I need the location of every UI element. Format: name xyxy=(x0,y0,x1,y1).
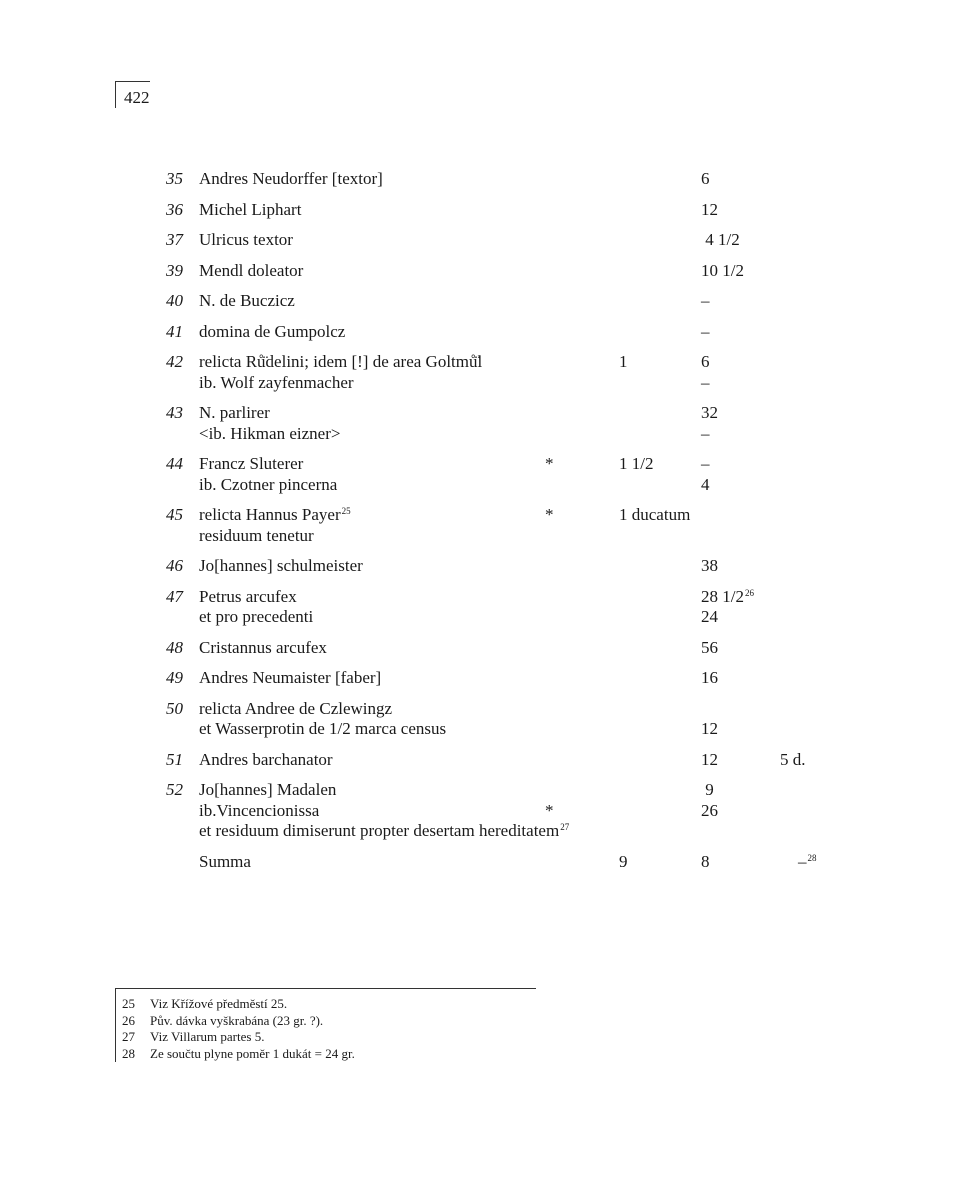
entries-table xyxy=(0,169,960,872)
footnotes xyxy=(115,988,536,1062)
entry-text xyxy=(199,505,351,526)
entry-text-value: N. de Buczicz xyxy=(199,291,295,310)
entry-text xyxy=(199,454,303,475)
table-row xyxy=(0,587,960,628)
entry-text xyxy=(199,556,363,577)
amount-col-2 xyxy=(701,373,710,394)
entry-line xyxy=(0,169,960,190)
amount-col-1: 1 ducatum xyxy=(619,505,691,524)
entry-number: 39 xyxy=(166,260,183,280)
amount-col-2 xyxy=(701,424,710,445)
table-row xyxy=(0,169,960,190)
amount-col-2-value: 32 xyxy=(701,403,718,422)
entry-text-value: relicta Andree de Czlewingz xyxy=(199,698,393,718)
entry-line xyxy=(0,505,960,526)
entry-text-value: et residuum dimiserunt propter desertam hereditatem xyxy=(199,821,560,840)
entry-text-value: Francz Sluterer xyxy=(199,454,304,473)
footnote xyxy=(116,1046,536,1063)
footnote-text: Viz Křížové předměstí 25. xyxy=(150,996,288,1011)
table-row xyxy=(0,322,960,343)
table-row xyxy=(0,200,960,221)
entry-text xyxy=(199,230,293,251)
entry-line xyxy=(0,556,960,577)
entry-text xyxy=(199,699,392,720)
entry-text-value: Michel Liphart xyxy=(199,199,302,219)
footnote xyxy=(116,1013,536,1030)
entry-text xyxy=(199,200,301,221)
entry-text xyxy=(199,750,333,771)
entry-line xyxy=(0,352,960,373)
amount-col-2 xyxy=(701,322,710,343)
entry-number: 37 xyxy=(166,230,183,249)
amount-col-2 xyxy=(701,403,718,424)
entry-line xyxy=(0,261,960,282)
page-number: 422 xyxy=(115,81,150,108)
entry-line xyxy=(0,322,960,343)
footnote-ref: 28 xyxy=(807,852,817,863)
amount-col-2 xyxy=(701,607,718,628)
asterisk-mark: * xyxy=(545,800,554,820)
entry-text xyxy=(199,261,303,282)
table-row xyxy=(0,352,960,393)
entry-text xyxy=(199,526,314,547)
entry-line xyxy=(0,699,960,720)
summa-col-2: 8 xyxy=(701,851,710,871)
footnote-ref: 27 xyxy=(560,822,570,832)
entry-number: 52 xyxy=(166,780,183,799)
entry-number: 51 xyxy=(166,749,183,769)
table-row xyxy=(0,403,960,444)
entry-number: 42 xyxy=(166,352,183,371)
table-row xyxy=(0,750,960,771)
table-row xyxy=(0,780,960,842)
footnote-number: 26 xyxy=(122,1012,135,1028)
entry-number: 47 xyxy=(166,586,183,606)
entry-text-value: relicta Rů̈delini; idem [!] de area Goltmů̈l xyxy=(199,352,483,371)
entry-text-value: Andres Neumaister [faber] xyxy=(199,668,382,687)
entry-text xyxy=(199,403,270,424)
amount-col-2 xyxy=(701,780,714,801)
entry-line xyxy=(0,526,960,547)
entry-text-value: domina de Gumpolcz xyxy=(199,321,346,341)
amount-col-2 xyxy=(701,719,718,740)
entry-text-value: Jo[hannes] Madalen xyxy=(199,780,337,799)
amount-col-2-value: 4 1/2 xyxy=(701,230,740,249)
table-row xyxy=(0,668,960,689)
entry-line xyxy=(0,750,960,771)
amount-col-3: 5 d. xyxy=(780,749,806,769)
asterisk-mark: * xyxy=(545,505,554,524)
entry-line xyxy=(0,291,960,312)
amount-col-2-value: 56 xyxy=(701,637,718,657)
table-row xyxy=(0,230,960,251)
amount-col-2-value: 12 xyxy=(701,199,718,219)
amount-col-2-value: 24 xyxy=(701,607,718,626)
entry-text xyxy=(199,373,354,394)
table-row xyxy=(0,505,960,546)
table-row xyxy=(0,291,960,312)
amount-col-2 xyxy=(701,230,740,251)
entry-text-value: relicta Hannus Payer xyxy=(199,505,341,524)
entry-text-value: <ib. Hikman eizner> xyxy=(199,423,341,443)
entry-line xyxy=(0,373,960,394)
entry-text xyxy=(199,322,345,343)
footnote-number: 28 xyxy=(122,1045,135,1061)
entry-text xyxy=(199,424,340,445)
entry-text-value: Andres barchanator xyxy=(199,749,333,769)
entry-text xyxy=(199,352,482,373)
table-row xyxy=(0,454,960,495)
footnote-text: Pův. dávka vyškrabána (23 gr. ?). xyxy=(150,1012,324,1028)
footnote-number: 27 xyxy=(122,1029,135,1044)
amount-col-2-value: 12 xyxy=(701,719,718,738)
entry-number: 46 xyxy=(166,556,183,575)
entry-number: 48 xyxy=(166,637,183,657)
entry-line xyxy=(0,230,960,251)
asterisk-mark: * xyxy=(545,454,554,473)
amount-col-2-value: 12 xyxy=(701,749,718,769)
entry-text-value: Ulricus textor xyxy=(199,230,293,249)
amount-col-2 xyxy=(701,587,754,608)
amount-col-1: 1 1/2 xyxy=(619,454,654,473)
amount-col-2 xyxy=(701,801,718,822)
footnote xyxy=(116,996,536,1013)
entry-line xyxy=(0,801,960,822)
entry-line xyxy=(0,821,960,842)
entry-line xyxy=(0,668,960,689)
amount-col-2-value: 6 xyxy=(701,169,710,188)
entry-number: 40 xyxy=(166,291,183,310)
amount-col-2 xyxy=(701,475,710,496)
entry-line xyxy=(0,424,960,445)
entry-line xyxy=(0,607,960,628)
entry-text-value: N. parlirer xyxy=(199,403,270,422)
entry-text-value: residuum tenetur xyxy=(199,525,314,545)
entry-number: 45 xyxy=(166,505,183,524)
amount-col-2-value: – xyxy=(701,372,710,392)
entry-text-value: Andres Neudorffer [textor] xyxy=(199,169,383,188)
footnote-text: Viz Villarum partes 5. xyxy=(150,1029,265,1044)
amount-col-2 xyxy=(701,261,744,282)
amount-col-2-value: – xyxy=(701,423,710,443)
entry-number: 35 xyxy=(166,169,183,188)
footnote-number: 25 xyxy=(122,996,135,1011)
entry-text xyxy=(199,587,297,608)
amount-col-2 xyxy=(701,291,710,312)
entry-line xyxy=(0,454,960,475)
entry-number: 36 xyxy=(166,199,183,219)
footnote xyxy=(116,1029,536,1046)
amount-col-2 xyxy=(701,352,710,373)
amount-col-2-value: 4 xyxy=(701,474,710,494)
entry-text xyxy=(199,638,327,659)
amount-col-2-value: 10 1/2 xyxy=(701,260,744,280)
entry-text-value: ib. Wolf zayfenmacher xyxy=(199,372,354,392)
amount-col-2-value: – xyxy=(701,321,710,341)
amount-col-1: 1 xyxy=(619,352,628,371)
entry-text xyxy=(199,780,336,801)
entry-text xyxy=(199,291,295,312)
amount-col-2-value: – xyxy=(701,454,710,473)
amount-col-2 xyxy=(701,638,718,659)
table-row xyxy=(0,638,960,659)
table-row xyxy=(0,556,960,577)
amount-col-2-value: 28 1/2 xyxy=(701,586,744,606)
entry-text-value: Petrus arcufex xyxy=(199,586,297,606)
entry-number: 44 xyxy=(166,454,183,473)
entry-number: 41 xyxy=(166,321,183,341)
amount-col-2 xyxy=(701,169,710,190)
entry-text-value: et Wasserprotin de 1/2 marca census xyxy=(199,719,447,738)
amount-col-2-value: – xyxy=(701,291,710,310)
entry-text xyxy=(199,821,569,842)
amount-col-2 xyxy=(701,556,718,577)
entry-text-value: Jo[hannes] schulmeister xyxy=(199,556,363,575)
table-row xyxy=(0,261,960,282)
footnote-ref: 25 xyxy=(341,506,351,516)
amount-col-2-value: 6 xyxy=(701,352,710,371)
amount-col-2 xyxy=(701,454,710,475)
table-row xyxy=(0,699,960,740)
entry-text xyxy=(199,668,381,689)
footnote-ref: 26 xyxy=(744,587,754,598)
entry-line xyxy=(0,638,960,659)
summa-label: Summa xyxy=(199,851,251,871)
entry-line xyxy=(0,587,960,608)
entry-text xyxy=(199,607,313,628)
entry-line xyxy=(0,780,960,801)
summa-row xyxy=(0,852,960,873)
summa-col-1: 9 xyxy=(619,851,628,871)
entry-number: 49 xyxy=(166,668,183,687)
summa-col-3 xyxy=(798,852,817,873)
footnote-text: Ze součtu plyne poměr 1 dukát = 24 gr. xyxy=(150,1045,355,1061)
amount-col-2 xyxy=(701,750,718,771)
entry-number: 50 xyxy=(166,698,183,718)
entry-text xyxy=(199,475,337,496)
entry-text-value: ib. Czotner pincerna xyxy=(199,474,338,494)
entry-text xyxy=(199,719,446,740)
entry-text-value: Mendl doleator xyxy=(199,260,304,280)
amount-col-2-value: 38 xyxy=(701,556,718,575)
entry-text xyxy=(199,169,383,190)
entry-text-value: ib.Vincencionissa xyxy=(199,800,320,820)
entry-number: 43 xyxy=(166,403,183,422)
amount-col-2-value: 26 xyxy=(701,800,718,820)
amount-col-2-value: 9 xyxy=(701,780,714,799)
entry-line xyxy=(0,403,960,424)
entry-line xyxy=(0,475,960,496)
entry-text-value: Cristannus arcufex xyxy=(199,637,327,657)
entry-line xyxy=(0,200,960,221)
amount-col-2 xyxy=(701,200,718,221)
summa-col-3-value: – xyxy=(798,851,807,871)
amount-col-2-value: 16 xyxy=(701,668,718,687)
amount-col-2 xyxy=(701,668,718,689)
entry-text xyxy=(199,801,319,822)
entry-line xyxy=(0,719,960,740)
entry-text-value: et pro precedenti xyxy=(199,607,314,626)
